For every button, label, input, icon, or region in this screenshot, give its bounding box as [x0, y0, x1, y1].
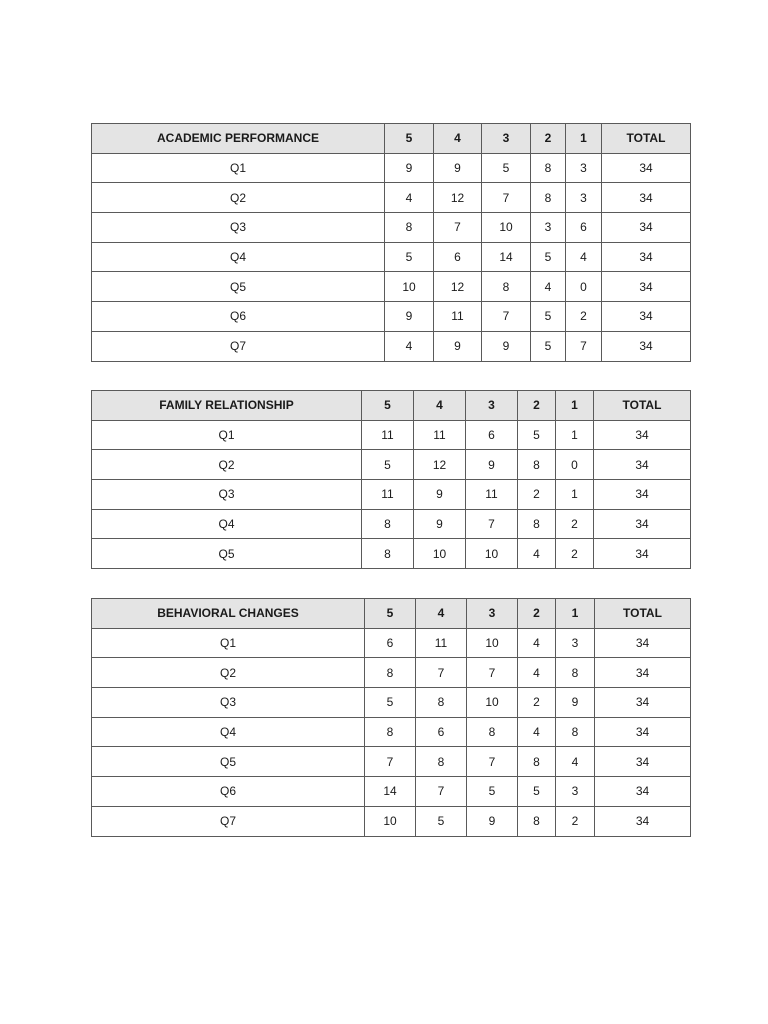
row-total: 34	[595, 658, 691, 688]
row-total: 34	[594, 539, 691, 569]
count-score-5: 10	[365, 806, 416, 836]
header-score-2: 2	[518, 599, 556, 629]
header-total: TOTAL	[595, 599, 691, 629]
count-score-5: 9	[385, 153, 434, 183]
count-score-4: 9	[434, 331, 482, 361]
question-label: Q4	[92, 509, 362, 539]
count-score-2: 4	[518, 628, 556, 658]
header-score-3: 3	[466, 391, 518, 421]
count-score-3: 9	[467, 806, 518, 836]
question-label: Q1	[92, 420, 362, 450]
count-score-2: 2	[518, 480, 556, 510]
table-row	[92, 688, 691, 718]
count-score-4: 9	[414, 509, 466, 539]
question-label: Q5	[92, 539, 362, 569]
count-score-4: 12	[434, 183, 482, 213]
question-label: Q7	[92, 806, 365, 836]
header-score-1: 1	[556, 599, 595, 629]
count-score-1: 9	[556, 688, 595, 718]
count-score-2: 5	[518, 420, 556, 450]
count-score-4: 10	[414, 539, 466, 569]
count-score-3: 9	[466, 450, 518, 480]
question-label: Q2	[92, 183, 385, 213]
row-total: 34	[602, 183, 691, 213]
count-score-1: 0	[566, 272, 602, 302]
count-score-2: 3	[531, 213, 566, 243]
count-score-4: 6	[434, 242, 482, 272]
count-score-5: 7	[365, 747, 416, 777]
header-score-3: 3	[467, 599, 518, 629]
table-row	[92, 450, 691, 480]
table-row	[92, 539, 691, 569]
count-score-1: 4	[566, 242, 602, 272]
behavioral-changes-table	[91, 598, 691, 837]
table-row	[92, 717, 691, 747]
row-total: 34	[595, 688, 691, 718]
count-score-2: 2	[518, 688, 556, 718]
row-total: 34	[594, 420, 691, 450]
count-score-2: 8	[531, 153, 566, 183]
count-score-3: 10	[482, 213, 531, 243]
count-score-3: 7	[482, 183, 531, 213]
family-relationship-table	[91, 390, 691, 569]
table-row	[92, 331, 691, 361]
table-header-row	[92, 599, 691, 629]
header-total: TOTAL	[594, 391, 691, 421]
count-score-2: 4	[518, 658, 556, 688]
row-total: 34	[602, 153, 691, 183]
count-score-2: 4	[518, 539, 556, 569]
count-score-4: 12	[434, 272, 482, 302]
row-total: 34	[602, 213, 691, 243]
row-total: 34	[595, 806, 691, 836]
count-score-1: 1	[556, 420, 594, 450]
count-score-5: 10	[385, 272, 434, 302]
table-header-row	[92, 391, 691, 421]
table-row	[92, 509, 691, 539]
question-label: Q1	[92, 153, 385, 183]
count-score-5: 4	[385, 331, 434, 361]
row-total: 34	[595, 628, 691, 658]
count-score-3: 5	[467, 777, 518, 807]
table-row	[92, 628, 691, 658]
question-label: Q5	[92, 747, 365, 777]
count-score-5: 4	[385, 183, 434, 213]
header-score-5: 5	[385, 124, 434, 154]
count-score-1: 2	[556, 509, 594, 539]
count-score-5: 8	[365, 658, 416, 688]
count-score-4: 9	[414, 480, 466, 510]
count-score-5: 5	[385, 242, 434, 272]
header-score-4: 4	[416, 599, 467, 629]
header-score-5: 5	[362, 391, 414, 421]
count-score-4: 7	[416, 777, 467, 807]
count-score-1: 1	[556, 480, 594, 510]
question-label: Q3	[92, 480, 362, 510]
count-score-4: 11	[414, 420, 466, 450]
count-score-3: 10	[467, 688, 518, 718]
count-score-5: 6	[365, 628, 416, 658]
count-score-3: 9	[482, 331, 531, 361]
count-score-2: 8	[518, 747, 556, 777]
row-total: 34	[594, 450, 691, 480]
header-score-1: 1	[556, 391, 594, 421]
count-score-2: 5	[531, 242, 566, 272]
table-row	[92, 777, 691, 807]
question-label: Q4	[92, 242, 385, 272]
count-score-3: 8	[482, 272, 531, 302]
count-score-2: 5	[531, 331, 566, 361]
count-score-1: 3	[556, 777, 595, 807]
count-score-5: 11	[362, 420, 414, 450]
count-score-5: 11	[362, 480, 414, 510]
header-score-4: 4	[414, 391, 466, 421]
count-score-4: 7	[434, 213, 482, 243]
count-score-5: 8	[362, 509, 414, 539]
count-score-1: 2	[556, 806, 595, 836]
header-score-5: 5	[365, 599, 416, 629]
count-score-5: 5	[362, 450, 414, 480]
count-score-4: 11	[416, 628, 467, 658]
row-total: 34	[602, 331, 691, 361]
count-score-4: 12	[414, 450, 466, 480]
count-score-4: 5	[416, 806, 467, 836]
table-row	[92, 420, 691, 450]
question-label: Q6	[92, 302, 385, 332]
count-score-2: 4	[531, 272, 566, 302]
count-score-3: 10	[467, 628, 518, 658]
header-category: BEHAVIORAL CHANGES	[92, 599, 365, 629]
count-score-1: 4	[556, 747, 595, 777]
question-label: Q4	[92, 717, 365, 747]
count-score-5: 14	[365, 777, 416, 807]
table-row	[92, 153, 691, 183]
table-row	[92, 658, 691, 688]
table-header-row	[92, 124, 691, 154]
count-score-3: 5	[482, 153, 531, 183]
table-row	[92, 242, 691, 272]
row-total: 34	[602, 302, 691, 332]
count-score-1: 6	[566, 213, 602, 243]
count-score-5: 8	[365, 717, 416, 747]
table-row	[92, 272, 691, 302]
count-score-3: 7	[466, 509, 518, 539]
count-score-1: 2	[556, 539, 594, 569]
header-score-1: 1	[566, 124, 602, 154]
header-score-2: 2	[531, 124, 566, 154]
count-score-4: 8	[416, 688, 467, 718]
header-total: TOTAL	[602, 124, 691, 154]
question-label: Q3	[92, 213, 385, 243]
table-row	[92, 747, 691, 777]
count-score-1: 3	[556, 628, 595, 658]
count-score-3: 7	[467, 747, 518, 777]
count-score-1: 7	[566, 331, 602, 361]
count-score-2: 4	[518, 717, 556, 747]
row-total: 34	[594, 480, 691, 510]
count-score-3: 8	[467, 717, 518, 747]
count-score-4: 8	[416, 747, 467, 777]
count-score-1: 8	[556, 658, 595, 688]
count-score-4: 11	[434, 302, 482, 332]
row-total: 34	[595, 747, 691, 777]
count-score-1: 8	[556, 717, 595, 747]
header-score-2: 2	[518, 391, 556, 421]
academic-performance-table	[91, 123, 691, 362]
count-score-3: 7	[482, 302, 531, 332]
count-score-3: 6	[466, 420, 518, 450]
count-score-5: 5	[365, 688, 416, 718]
question-label: Q5	[92, 272, 385, 302]
row-total: 34	[602, 272, 691, 302]
question-label: Q7	[92, 331, 385, 361]
question-label: Q2	[92, 658, 365, 688]
count-score-5: 8	[385, 213, 434, 243]
count-score-3: 7	[467, 658, 518, 688]
table-body	[92, 628, 691, 836]
question-label: Q2	[92, 450, 362, 480]
count-score-2: 8	[531, 183, 566, 213]
question-label: Q3	[92, 688, 365, 718]
count-score-2: 5	[518, 777, 556, 807]
count-score-4: 9	[434, 153, 482, 183]
count-score-2: 5	[531, 302, 566, 332]
count-score-2: 8	[518, 450, 556, 480]
header-category: FAMILY RELATIONSHIP	[92, 391, 362, 421]
table-body	[92, 153, 691, 361]
table-row	[92, 806, 691, 836]
question-label: Q6	[92, 777, 365, 807]
count-score-1: 2	[566, 302, 602, 332]
table-row	[92, 302, 691, 332]
row-total: 34	[594, 509, 691, 539]
header-score-3: 3	[482, 124, 531, 154]
row-total: 34	[595, 717, 691, 747]
count-score-1: 3	[566, 183, 602, 213]
table-body	[92, 420, 691, 568]
count-score-1: 0	[556, 450, 594, 480]
question-label: Q1	[92, 628, 365, 658]
count-score-4: 6	[416, 717, 467, 747]
count-score-3: 10	[466, 539, 518, 569]
count-score-3: 11	[466, 480, 518, 510]
count-score-2: 8	[518, 806, 556, 836]
count-score-3: 14	[482, 242, 531, 272]
header-category: ACADEMIC PERFORMANCE	[92, 124, 385, 154]
row-total: 34	[595, 777, 691, 807]
table-row	[92, 213, 691, 243]
count-score-4: 7	[416, 658, 467, 688]
header-score-4: 4	[434, 124, 482, 154]
row-total: 34	[602, 242, 691, 272]
table-row	[92, 183, 691, 213]
count-score-5: 8	[362, 539, 414, 569]
table-row	[92, 480, 691, 510]
count-score-5: 9	[385, 302, 434, 332]
count-score-2: 8	[518, 509, 556, 539]
count-score-1: 3	[566, 153, 602, 183]
